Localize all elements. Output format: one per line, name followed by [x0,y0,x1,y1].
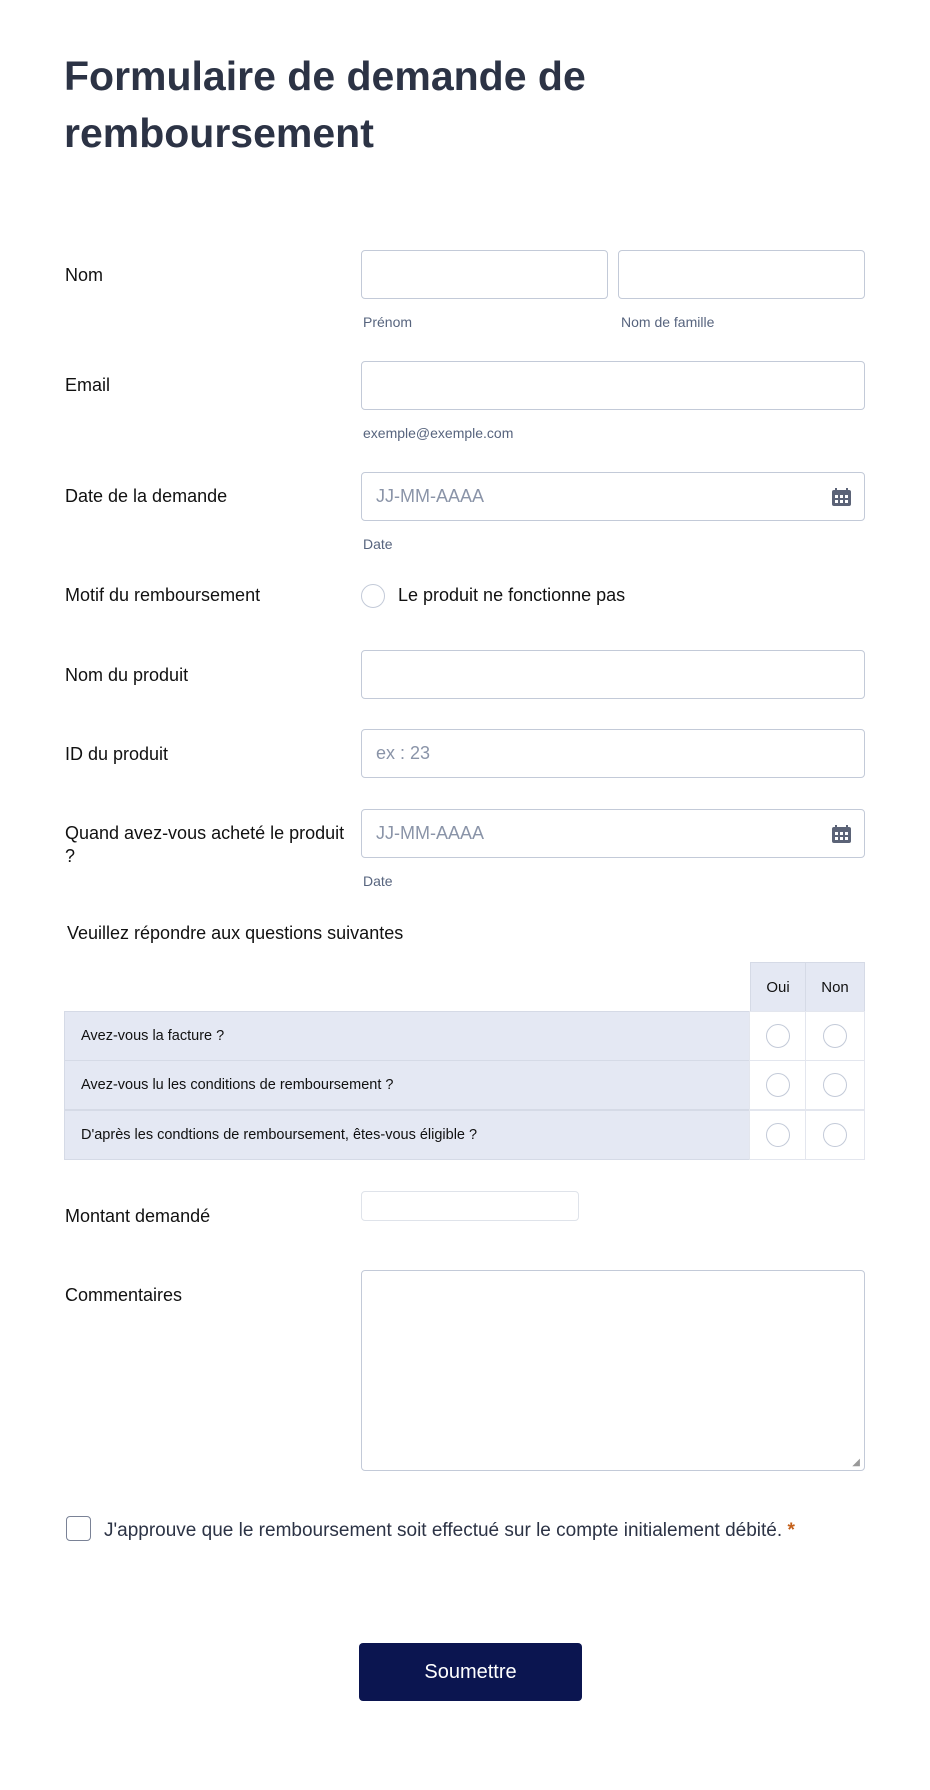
purchase-date-input[interactable] [361,809,865,858]
matrix-cell[interactable] [749,1060,806,1110]
row2-non-radio[interactable] [823,1073,847,1097]
product-name-label: Nom du produit [65,665,189,685]
request-date-sublabel: Date [363,536,393,552]
matrix-cell[interactable] [805,1011,865,1061]
matrix-cell[interactable] [749,1011,806,1061]
reason-label: Motif du remboursement [65,585,261,605]
row3-oui-radio[interactable] [766,1123,790,1147]
name-label: Nom [65,265,104,285]
calendar-icon[interactable] [832,825,851,843]
last-name-input[interactable] [618,250,865,299]
product-id-input[interactable] [361,729,865,778]
row2-oui-radio[interactable] [766,1073,790,1097]
first-name-sublabel: Prénom [363,314,413,330]
matrix-title: Veuillez répondre aux questions suivantes [67,923,404,943]
resize-handle-icon[interactable]: ◢ [852,1457,860,1468]
amount-input[interactable] [361,1191,579,1221]
matrix-row: Avez-vous lu les conditions de remboursement ? [64,1060,750,1110]
reason-radio[interactable] [361,584,385,608]
matrix-row: Avez-vous la facture ? [64,1011,750,1061]
product-name-input[interactable] [361,650,865,699]
page-title: Formulaire de demande de remboursement [64,53,586,156]
request-date-input[interactable] [361,472,865,521]
purchase-date-sublabel: Date [363,873,393,889]
last-name-sublabel: Nom de famille [621,314,715,330]
request-date-label: Date de la demande [65,486,228,506]
consent-label[interactable] [65,1517,805,1544]
email-label: Email [65,375,111,395]
amount-label: Montant demandé [65,1206,211,1226]
submit-button[interactable]: Soumettre [359,1643,582,1701]
matrix-col-oui: Oui [750,962,806,1012]
matrix-row: D'après les condtions de remboursement, êtes-vous éligible ? [64,1110,750,1160]
matrix-col-non: Non [805,962,865,1012]
product-id-label: ID du produit [65,744,169,764]
row3-non-radio[interactable] [823,1123,847,1147]
matrix-cell[interactable] [805,1110,865,1160]
reason-option-label[interactable]: Le produit ne fonctionne pas [398,585,626,605]
consent-text: J'approuve que le remboursement soit effectué sur le compte initialement débité. [104,1520,783,1541]
email-input[interactable] [361,361,865,410]
comments-textarea[interactable] [361,1270,865,1471]
matrix-cell[interactable] [805,1060,865,1110]
purchase-date-label: Quand avez-vous acheté le produit ? [65,823,345,866]
matrix-cell[interactable] [749,1110,806,1160]
comments-label: Commentaires [65,1285,183,1305]
email-sublabel: exemple@exemple.com [363,425,514,441]
calendar-icon[interactable] [832,488,851,506]
required-mark: * [787,1520,795,1541]
row1-oui-radio[interactable] [766,1024,790,1048]
first-name-input[interactable] [361,250,608,299]
row1-non-radio[interactable] [823,1024,847,1048]
